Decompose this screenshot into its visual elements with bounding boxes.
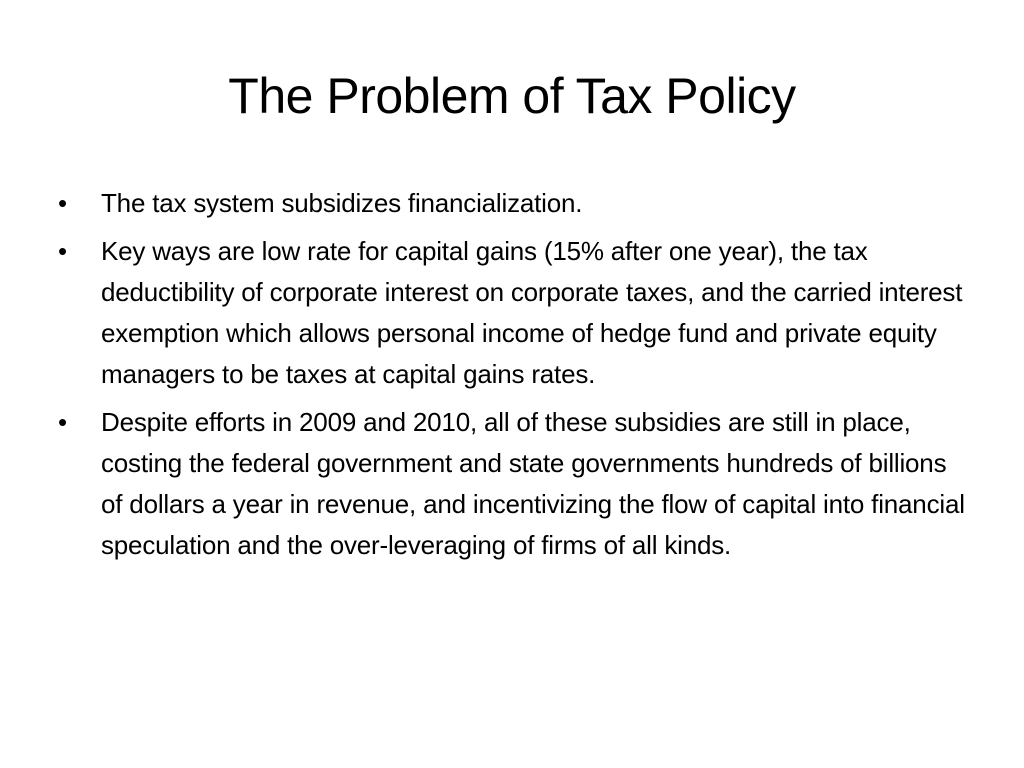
bullet-item-2 [58, 231, 973, 395]
bullet-text: Despite efforts in 2009 and 2010, all of these subsidies are still in place, costing the federal government and state governments hundreds of billions of dollars a year in revenue, and incentivizing the flow of capital into financial speculation and the over-leveraging of firms of all kinds. [101, 407, 965, 560]
bullet-list [58, 183, 973, 573]
bullet-item-3 [58, 402, 973, 566]
bullet-item-1 [58, 183, 973, 224]
bullet-icon: • [58, 188, 67, 218]
bullet-icon: • [58, 236, 67, 266]
bullet-text: The tax system subsidizes financialization. [101, 188, 583, 218]
slide-title: The Problem of Tax Policy [228, 68, 796, 124]
bullet-icon: • [58, 407, 67, 437]
bullet-text: Key ways are low rate for capital gains (15% after one year), the tax deductibility of corporate interest on corporate taxes, and the carried interest exemption which allows personal income of hedge fund and private equity managers to be taxes at capital gains rates. [101, 236, 963, 389]
